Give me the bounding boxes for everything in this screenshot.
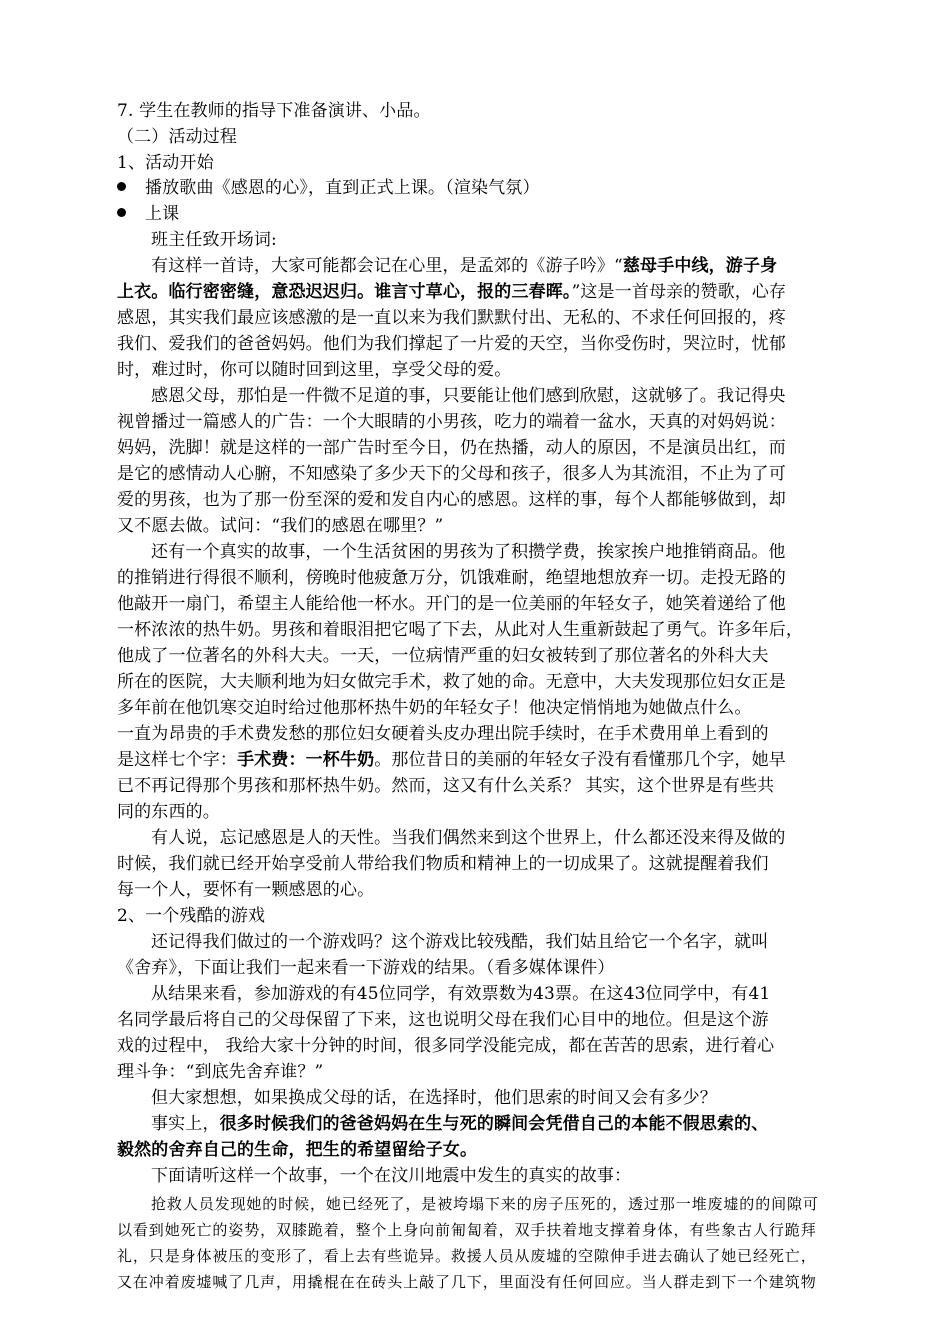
text-line: 一直为昂贵的手术费发愁的那位妇女硬着头皮办理出院手续时，在手术费用单上看到的 [117,724,769,744]
bold-text: 慈母手中线，游子身 [622,256,778,276]
text-line: 一杯浓浓的热牛奶。男孩和着眼泪把它喝了下去，从此对人生重新鼓起了勇气。许多年后， [117,620,803,640]
text-line: 从结果来看，参加游戏的有45位同学，有效票数为43票。在这43位同学中，有41 [151,984,771,1004]
text-line: 有人说，忘记感恩是人的天性。当我们偶然来到这个世界上，什么都还没来得及做的 [151,828,786,848]
section-heading: 1、活动开始 [117,153,214,173]
text-line: 但大家想想，如果换成父母的话，在选择时，他们思索的时间又会有多少？ [151,1088,717,1108]
text-line: 他成了一位著名的外科大夫。一天，一位病情严重的妇女被转到了那位著名的外科大夫 [117,646,769,666]
story-line: 又在冲着废墟喊了几声，用撬棍在在砖头上敲了几下，里面没有任何回应。当人群走到下一个建筑物 [117,1273,817,1291]
bullet-icon [117,208,126,217]
text-line: 名同学最后将自己的父母保留了下来，这也说明父母在我们心目中的地位。但是这个游 [117,1010,769,1030]
text-line: 多年前在他饥寒交迫时给过他那杯热牛奶的年轻女子！他决定悄悄地为她做点什么。 [117,698,752,718]
text-line: 是它的感情动人心腑，不知感染了多少天下的父母和孩子，很多人为其流泪，不止为了可 [117,464,786,484]
text-line: 感恩，其实我们最应该感激的是一直以来为我们默默付出、无私的、不求任何回报的，疼 [117,308,786,328]
text-line: 时候，我们就已经开始享受前人带给我们物质和精神上的一切成果了。这就提醒着我们 [117,854,769,874]
text-line: 班主任致开场词: [151,230,277,250]
text-line: 已不再记得那个男孩和那杯热牛奶。然而，这又有什么关系？ 其实，这个世界是有些共 [117,776,775,796]
text-line: 戏的过程中， 我给大家十分钟的时间，很多同学没能完成，都在苦苦的思索，进行着心 [117,1036,775,1056]
story-line: 抢救人员发现她的时候，她已经死了，是被垮塌下来的房子压死的，透过那一堆废墟的的间隙可 [151,1195,819,1213]
bold-text: 毅然的舍弃自己的生命，把生的希望留给子女。 [117,1140,478,1160]
text-line: 《舍弃》，下面让我们一起来看一下游戏的结果。（看多媒体课件） [117,958,615,978]
text-line: 同的东西的。 [117,802,220,822]
text-line: 上衣。临行密密缝，意恐迟迟归。谁言寸草心，报的三春晖。”这是一首母亲的赞歌，心存 [117,282,787,302]
bullet-item: 播放歌曲《感恩的心》，直到正式上课。（渲染气氛） [145,178,540,198]
text-line: 妈妈，洗脚！就是这样的一部广告时至今日，仍在热播，动人的原因，不是演员出红，而 [117,438,786,458]
text-line: 所在的医院，大夫顺利地为妇女做完手术，救了她的命。无意中，大夫发现那位妇女正是 [117,672,786,692]
story-line: 以看到她死亡的姿势，双膝跪着，整个上身向前匍匐着，双手扶着地支撑着身体，有些象古人行跪拜 [117,1221,817,1239]
text-line: 理斗争：“到底先舍弃谁？” [117,1062,324,1082]
text-line: 的推销进行得很不顺利，傍晚时他疲惫万分，饥饿难耐，绝望地想放弃一切。走投无路的 [117,568,786,588]
bullet-icon [117,182,126,191]
text-line: 还记得我们做过的一个游戏吗？这个游戏比较残酷，我们姑且给它一个名字，就叫 [151,932,769,952]
story-line: 礼，只是身体被压的变形了，看上去有些诡异。救援人员从废墟的空隙伸手进去确认了她已经死亡， [117,1247,817,1265]
section-heading: 2、一个残酷的游戏 [117,906,266,926]
text-line: 我们、爱我们的爸爸妈妈。他们为我们撑起了一片爱的天空，当你受伤时，哭泣时，忧郁 [117,334,786,354]
text-line: 视曾播过一篇感人的广告：一个大眼睛的小男孩，吃力的端着一盆水，天真的对妈妈说： [117,412,786,432]
text-line: 事实上，很多时候我们的爸爸妈妈在生与死的瞬间会凭借自己的本能不假思索的、 [151,1114,769,1134]
text-line: 他敲开一扇门，希望主人能给他一杯水。开门的是一位美丽的年轻女子，她笑着递给了他 [117,594,786,614]
bold-text: 很多时候我们的爸爸妈妈在生与死的瞬间会凭借自己的本能不假思索的、 [219,1114,769,1134]
text-line: 时，难过时，你可以随时回到这里，享受父母的爱。 [117,360,512,380]
text-line: 每一个人，要怀有一颗感恩的心。 [117,880,375,900]
text-line [117,1137,477,1163]
text-line: 有这样一首诗，大家可能都会记在心里，是孟郊的《游子吟》“慈母手中线，游子身 [151,256,778,276]
bold-text: 上衣。临行密密缝，意恐迟迟归。谁言寸草心，报的三春晖。 [117,282,572,302]
text-line: 7. 学生在教师的指导下准备演讲、小品。 [117,101,431,121]
text-line: 还有一个真实的故事，一个生活贫困的男孩为了积攒学费，挨家挨户地推销商品。他 [151,542,786,562]
text-line: 又不愿去做。试问：“我们的感恩在哪里？” [117,516,444,536]
bullet-item: 上课 [145,204,180,224]
section-heading: （二）活动过程 [117,127,238,147]
text-line: 爱的男孩，也为了那一份至深的爱和发自内心的感恩。这样的事，每个人都能够做到，却 [117,490,786,510]
text-line: 下面请听这样一个故事，一个在汶川地震中发生的真实的故事： [151,1166,632,1186]
text-line: 是这样七个字：手术费：一杯牛奶。那位昔日的美丽的年轻女子没有看懂那几个字，她早 [117,750,786,770]
text-line: 感恩父母，那怕是一件微不足道的事，只要能让他们感到欣慰，这就够了。我记得央 [151,386,786,406]
bold-text: 手术费：一杯牛奶 [237,750,375,770]
